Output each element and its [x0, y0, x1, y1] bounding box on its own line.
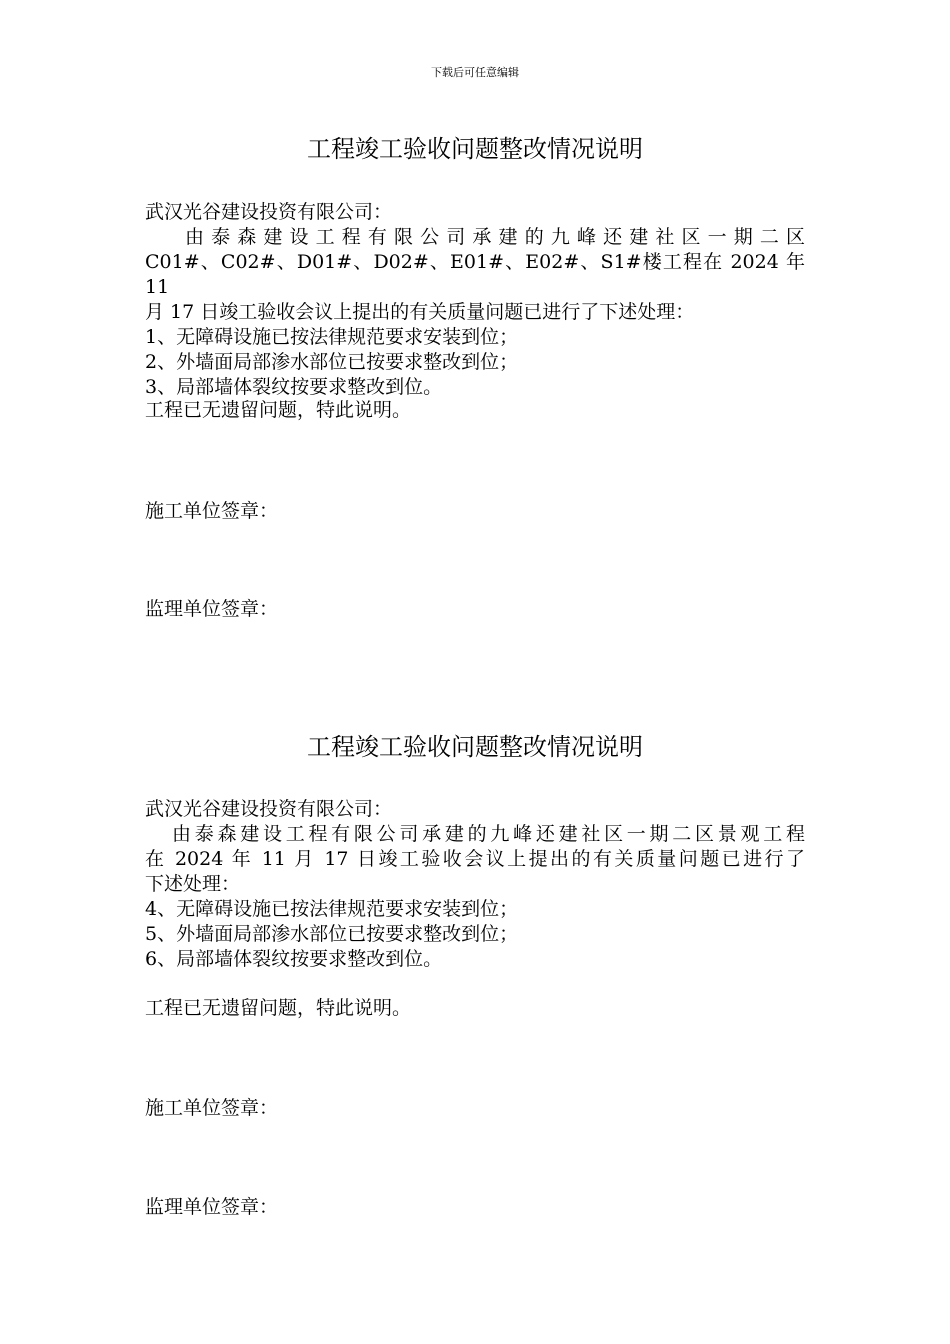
header-note: 下载后可任意编辑	[431, 66, 519, 79]
paragraph-line: 由泰森建设工程有限公司承建的九峰还建社区一期二区	[185, 226, 805, 248]
addressee: 武汉光谷建设投资有限公司：	[145, 798, 393, 820]
list-item: 6、局部墙体裂纹按要求整改到位。	[145, 948, 443, 970]
construction-sign-label: 施工单位签章：	[145, 500, 279, 522]
list-item: 3、局部墙体裂纹按要求整改到位。	[145, 376, 443, 398]
paragraph-line: C01#、C02#、D01#、D02#、E01#、E02#、S1#楼工程在 2024 年 11	[145, 251, 805, 298]
document-title: 工程竣工验收问题整改情况说明	[307, 135, 643, 163]
supervision-sign-label: 监理单位签章：	[145, 1196, 279, 1218]
document-body	[145, 200, 805, 400]
paragraph-line: 月 17 日竣工验收会议上提出的有关质量问题已进行了下述处理：	[145, 301, 695, 323]
list-item: 5、外墙面局部渗水部位已按要求整改到位；	[145, 923, 519, 945]
list-item: 1、无障碍设施已按法律规范要求安装到位；	[145, 326, 519, 348]
document-body	[145, 797, 805, 972]
list-item: 4、无障碍设施已按法律规范要求安装到位；	[145, 898, 519, 920]
addressee: 武汉光谷建设投资有限公司：	[145, 201, 393, 223]
conclusion: 工程已无遗留问题，特此说明。	[145, 997, 412, 1019]
list-item: 2、外墙面局部渗水部位已按要求整改到位；	[145, 351, 519, 373]
document-title: 工程竣工验收问题整改情况说明	[307, 733, 643, 761]
paragraph-line: 下述处理：	[145, 873, 241, 895]
paragraph-line: 由泰森建设工程有限公司承建的九峰还建社区一期二区景观工程	[172, 823, 805, 845]
supervision-sign-label: 监理单位签章：	[145, 598, 279, 620]
conclusion: 工程已无遗留问题，特此说明。	[145, 399, 412, 421]
paragraph-line: 在 2024 年 11 月 17 日竣工验收会议上提出的有关质量问题已进行了	[145, 848, 805, 870]
construction-sign-label: 施工单位签章：	[145, 1097, 279, 1119]
